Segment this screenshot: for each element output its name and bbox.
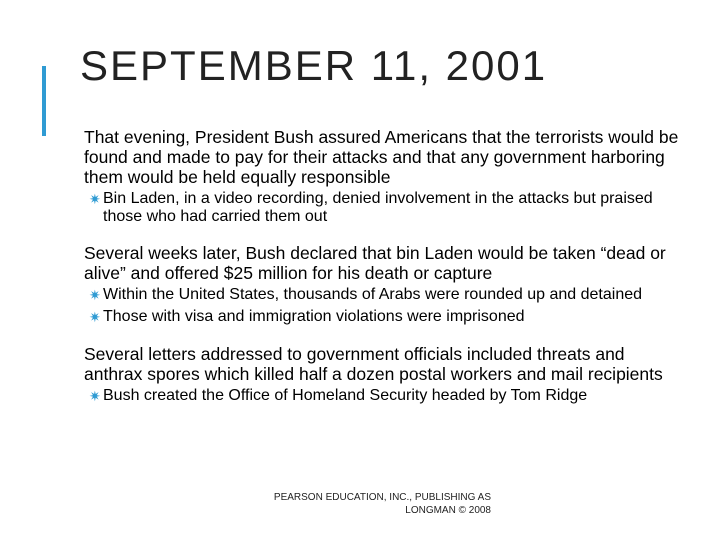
sub-bullet-text: Bush created the Office of Homeland Security headed by Tom Ridge (103, 387, 588, 404)
star-burst-icon: ✷ (89, 388, 101, 404)
footer-credit (240, 491, 491, 517)
star-burst-icon: ✷ (89, 309, 101, 325)
bullet-text: That evening, President Bush assured Americans that the terrorists would be found and made to pay for their attacks and that any government harboring them would be held equally responsible (84, 127, 679, 187)
star-burst-icon: ✷ (89, 191, 101, 207)
bullet-text: Several weeks later, Bush declared that bin Laden would be taken “dead or alive” and offered $25 million for his death or capture (84, 243, 666, 283)
bullet-text: Several letters addressed to government officials included threats and anthrax spores which killed half a dozen postal workers and mail recipients (84, 344, 663, 384)
title-accent-bar (42, 66, 46, 136)
sub-bullet (89, 286, 684, 304)
slide-content (84, 127, 684, 409)
sub-bullet (89, 387, 684, 405)
footer-line-2: LONGMAN © 2008 (405, 505, 491, 516)
footer-line-1: PEARSON EDUCATION, INC., PUBLISHING AS (273, 492, 491, 503)
sub-bullet (89, 308, 684, 326)
slide-title: SEPTEMBER 11, 2001 (80, 42, 548, 89)
star-burst-icon: ✷ (89, 287, 101, 303)
sub-bullet-text: Within the United States, thousands of Arabs were rounded up and detained (103, 286, 643, 303)
sub-bullet-text: Those with visa and immigration violations were imprisoned (103, 308, 525, 325)
sub-bullet (89, 190, 684, 226)
sub-bullet-text: Bin Laden, in a video recording, denied involvement in the attacks but praised those who had carried them out (103, 190, 653, 225)
